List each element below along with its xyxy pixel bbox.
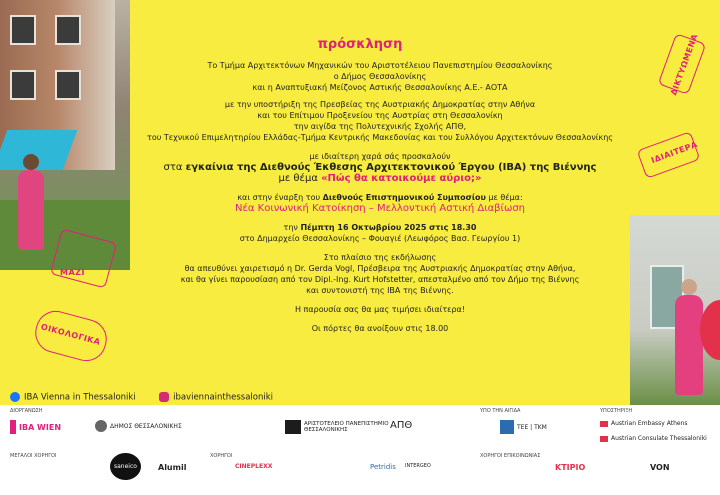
social-links xyxy=(10,392,273,403)
facebook-icon xyxy=(10,392,20,402)
logo-ktirio: KTIPIO xyxy=(555,463,586,472)
caption-patronage: ΥΠΟ ΤΗΝ ΑΙΓΙΔΑ xyxy=(480,408,521,414)
date-prefix: την xyxy=(283,223,301,232)
person-right xyxy=(675,295,703,395)
iba-mark xyxy=(10,420,16,434)
program-line-3: και θα γίνει παρουσίαση από τον Dipl.-Ing. Kurt Hofstetter, απεσταλμένο από τον Δήμο της Βιέννης xyxy=(180,275,580,284)
symposium-prefix: και στην έναρξη του xyxy=(237,193,323,202)
logo-intergeo: INTERGEO xyxy=(405,463,431,469)
program-line-4: και συντονιστή της ΙΒΑ της Βιέννης. xyxy=(306,286,454,295)
person-left xyxy=(18,170,44,250)
logo-embassy: Austrian Embassy Athens xyxy=(600,420,688,427)
logo-dimos: ΔΗΜΟΣ ΘΕΣΣΑΛΟΝΙΚΗΣ xyxy=(95,420,182,432)
tag-mazi: ΜΑΖΙ xyxy=(60,268,85,277)
person-head xyxy=(23,154,39,170)
caption-comm: ΧΟΡΗΓΟΙ ΕΠΙΚΟΙΝΩΝΙΑΣ xyxy=(480,453,541,459)
logo-petridis: Petridis xyxy=(370,463,396,471)
caption-sponsors: ΜΕΓΑΛΟΙ ΧΟΡΗΓΟΙ xyxy=(10,453,57,459)
org-line-2: ο Δήμος Θεσσαλονίκης xyxy=(333,72,427,81)
theme-prefix: με θέμα xyxy=(278,173,322,184)
logo-cineplexx: CINEPLEXX xyxy=(235,463,273,470)
logo-iba: IBA WIEN xyxy=(10,420,61,434)
instagram-link[interactable]: ibaviennainthessaloniki xyxy=(173,392,274,403)
doors-line: Οι πόρτες θα ανοίξουν στις 18.00 xyxy=(311,324,449,333)
org-line-1: Το Τμήμα Αρχιτεκτόνων Μηχανικών του Αριστοτέλειου Πανεπιστημίου Θεσσαλονίκης xyxy=(207,61,553,70)
program-line-1: Στο πλαίσιο της εκδήλωσης xyxy=(323,253,437,262)
logo-apth: ΑΠΘ xyxy=(390,420,413,431)
date-value: Πέμπτη 16 Οκτωβρίου 2025 στις 18.30 xyxy=(300,223,477,232)
exhibition-line xyxy=(140,162,620,173)
window xyxy=(55,70,81,100)
austria-flag-icon xyxy=(600,421,608,427)
support-line-4: του Τεχνικού Επιμελητηρίου Ελλάδας-Τμήμα Κεντρικής Μακεδονίας και του Συλλόγου Αρχιτεκτόνων Θεσσαλονίκης xyxy=(147,133,613,142)
org-line-3: και η Αναπτυξιακή Μείζονος Αστικής Θεσσαλονίκης Α.Ε.- ΑΟΤΑ xyxy=(252,83,508,92)
support-line-1: με την υποστήριξη της Πρεσβείας της Αυστριακής Δημοκρατίας στην Αθήνα xyxy=(224,100,536,109)
logo-auth: ΑΡΙΣΤΟΤΕΛΕΙΟ ΠΑΝΕΠΙΣΤΗΜΙΟ ΘΕΣΣΑΛΟΝΙΚΗΣ xyxy=(285,420,394,434)
support-line-2: και του Επίτιμου Προξενείου της Αυστρίας στη Θεσσαλονίκη xyxy=(257,111,503,120)
person-head xyxy=(681,279,697,295)
symposium-suffix: με θέμα: xyxy=(485,193,523,202)
dimos-mark xyxy=(95,420,107,432)
symposium-title: Διεθνούς Επιστημονικού Συμποσίου xyxy=(322,193,486,202)
logo-tee: ΤΕΕ | ΤΚΜ xyxy=(500,420,547,434)
window xyxy=(10,70,36,100)
tag-idiaitera: ΙΔΙΑΙΤΕΡΑ xyxy=(649,139,699,166)
tag-diktyomena: ΔΙΚΤΥΩΜΕΝΑ xyxy=(669,32,700,97)
logo-consulate: Austrian Consulate Thessaloniki xyxy=(600,435,707,442)
invitation-title: πρόσκληση xyxy=(317,37,403,52)
invitation-body xyxy=(140,36,620,334)
caption-support: ΥΠΟΣΤΗΡΙΞΗ xyxy=(600,408,633,414)
tag-oikologika: ΟΙΚΟΛΟΓΙΚΑ xyxy=(39,322,102,347)
symposium-theme: Νέα Κοινωνική Κατοίκηση – Μελλοντική Αστική Διαβίωση xyxy=(234,203,525,214)
facebook-link[interactable]: IBA Vienna in Thessaloniki xyxy=(24,392,136,403)
closing-line: Η παρουσία σας θα μας τιμήσει ιδιαίτερα! xyxy=(294,305,466,314)
instagram-icon xyxy=(159,392,169,402)
caption-organization: ΔΙΟΡΓΑΝΩΣΗ xyxy=(10,408,43,414)
exhibition-prefix: στα xyxy=(163,162,186,173)
program-line-2: θα απευθύνει χαιρετισμό η Dr. Gerda Vogl, Πρέσβειρα της Αυστριακής Δημοκρατίας στην Αθήνα, xyxy=(184,264,576,273)
caption-sponsor: ΧΟΡΗΓΟΙ xyxy=(210,453,233,459)
auth-mark xyxy=(285,420,301,434)
theme-title: «Πώς θα κατοικούμε αύριο;» xyxy=(321,173,482,184)
logo-alumil: Alumil xyxy=(158,463,187,472)
sponsor-footer xyxy=(0,405,720,495)
venue-line: στο Δημαρχείο Θεσσαλονίκης – Φουαγιέ (Λεωφόρος Βασ. Γεωργίου 1) xyxy=(239,234,521,243)
exhibition-title: εγκαίνια της Διεθνούς Έκθεσης Αρχιτεκτονικού Έργου (IBA) της Βιέννης xyxy=(185,162,597,173)
theme-line xyxy=(140,173,620,184)
support-line-3: την αιγίδα της Πολυτεχνικής Σχολής ΑΠΘ, xyxy=(293,122,467,131)
logo-saneico: saneico xyxy=(110,453,141,480)
austria-flag-icon xyxy=(600,436,608,442)
invite-line: με ιδιαίτερη χαρά σάς προσκαλούν xyxy=(309,152,451,161)
symposium-line xyxy=(140,192,620,203)
date-line xyxy=(140,222,620,233)
logo-von: VON xyxy=(650,463,670,472)
tee-mark xyxy=(500,420,514,434)
